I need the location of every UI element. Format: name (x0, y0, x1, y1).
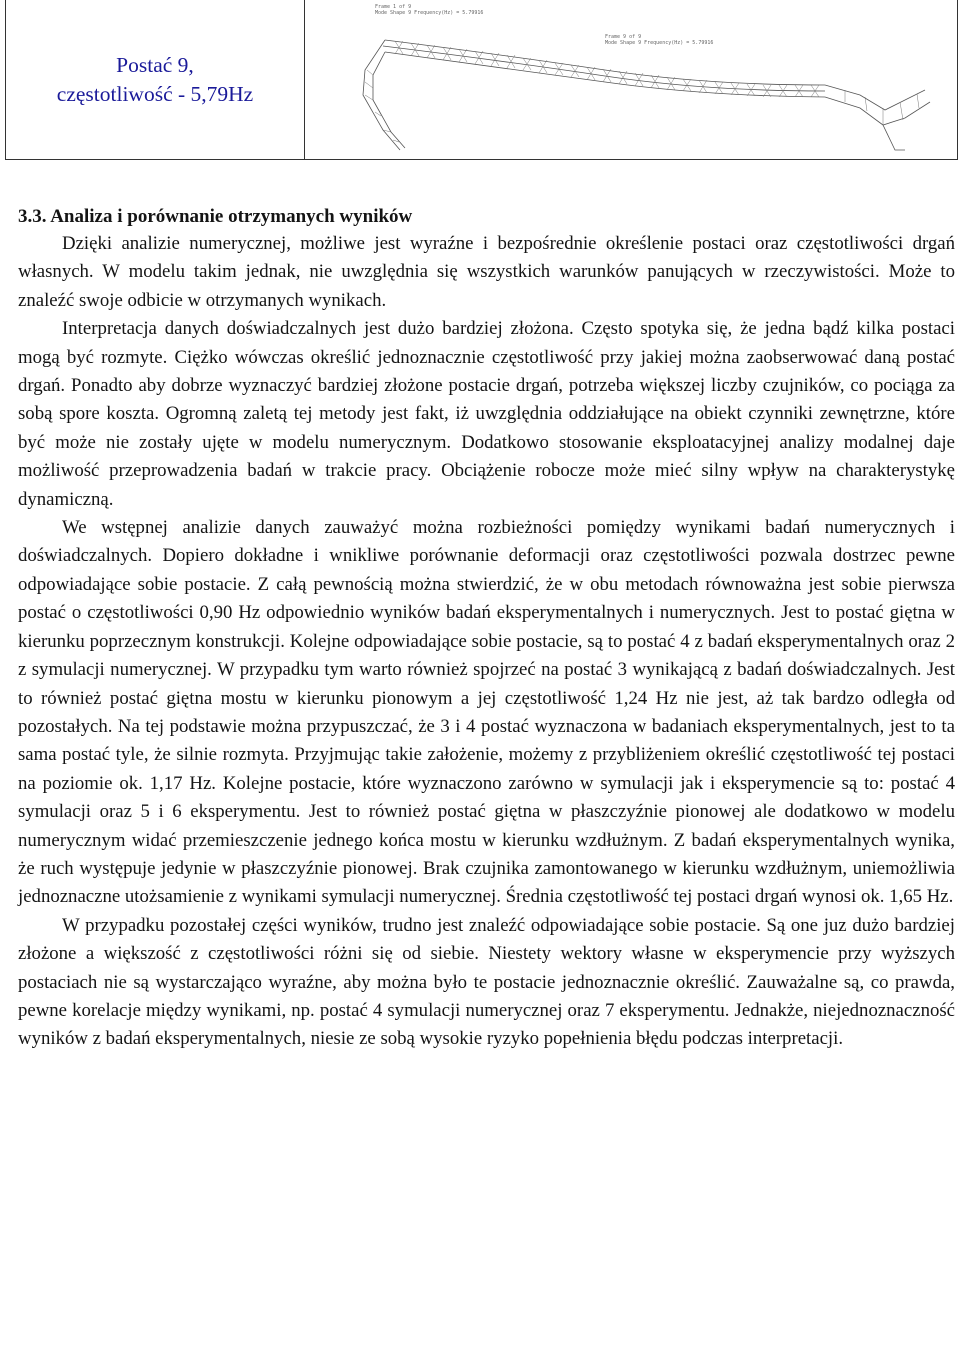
section-heading: 3.3. Analiza i porównanie otrzymanych wyników (18, 206, 413, 227)
mode-label-left-1: Frame 1 of 9 (375, 4, 412, 10)
figure-caption-line2: częstotliwość - 5,79Hz (56, 81, 254, 106)
paragraph-3: We wstępnej analizie danych zauważyć można rozbieżności pomiędzy wynikami badań numerycznych i doświadczalnych. Dopiero dokładne i wnikliwe porównanie deformacji oraz częstotliwości pozwala dostrzec pewne odpowiadające sobie postacie. Z całą pewnością można stwierdzić, że w obu metodach równoważna jest sobie pierwsza postać o częstotliwości 0,90 Hz odpowiednio wyników badań eksperymentalnych i numerycznych. Jest to postać giętna w kierunku poprzecznym konstrukcji. Kolejne odpowiadające sobie postacie, są to postać 4 z badań eksperymentalnych oraz 2 z symulacji numerycznej. W przypadku tym warto również spojrzeć na postać 3 wynikającą z badań doświadczalnych. Jest to również postać giętna mostu w kierunku pionowym a jej częstotliwość 1,24 Hz nie jest, aż tak bardzo odległa od pozostałych. Na tej podstawie można przypuszczać, że 3 i 4 postać wyznaczona w badaniach eksperymentalnych, jest to ta sama postać tyle, że silnie rozmyta. Przyjmując takie założenie, możemy z przybliżeniem określić częstotliwość tej postaci na poziomie ok. 1,17 Hz. Kolejne postacie, które wyznaczono zarówno w symulacji jak i eksperymencie są to: postać 4 symulacji oraz 5 i 6 eksperymentu. Jest to również postać giętna w płaszczyźnie pionowej ale dodatkowo w modelu numerycznym widać przemieszczenie jednego końca mostu w kierunku wzdłużnym. Z badań eksperymentalnych wynika, że ruch występuje jedynie w płaszczyźnie pionowej. Brak czujnika zamontowanego w kierunku wzdłużnym, uniemożliwia jednoznaczne utożsamienie z wynikami symulacji numerycznej. Średnia częstotliwość tej postaci drgań wynosi ok. 1,65 Hz. (18, 517, 955, 908)
bridge-truss-diagonals (365, 41, 919, 142)
mode-label-right-1: Frame 9 of 9 (605, 34, 642, 40)
figure-table (5, 0, 958, 160)
paragraph-2: Interpretacja danych doświadczalnych jest dużo bardziej złożona. Często spotyka się, że jedna bądź kilka postaci mogą być rozmyte. Ciężko wówczas określić jednoznacznie częstotliwość przy jakiej można zaobserwować daną postać drgań. Ponadto aby dobrze wyznaczyć bardziej złożone postacie drgań, potrzeba większej liczby czujników, co pociąga za sobą spore koszta. Ogromną zaletą tej metody jest fakt, iż uwzględnia oddziałujące na obiekt czynniki zewnętrzne, które być może nie zostały ujęte w modelu numerycznym. Dodatkowo stosowanie eksploatacyjnej analizy modalnej daje możliwość przeprowadzenia badań w trakcie pracy. Obciążenie robocze może mieć silny wpływ na charakterystykę dynamiczną. (18, 318, 955, 510)
mode-label-right-2: Mode Shape 9 Frequency(Hz) = 5.79916 (605, 40, 714, 46)
paragraph-1: Dzięki analizie numerycznej, możliwe jest wyraźne i bezpośrednie określenie postaci oraz częstotliwości drgań własnych. W modelu takim jednak, nie uwzględnia się wszystkich warunków panujących w rzeczywistości. Może to znaleźć swoje odbicie w otrzymanych wynikach. (18, 233, 955, 311)
mode-shape-image (305, 0, 957, 159)
figure-caption-line1: Postać 9, (116, 52, 194, 77)
section-content (18, 203, 955, 1054)
bridge-mode-shape-drawing (305, 0, 957, 159)
figure-caption (6, 0, 305, 159)
mode-label-left-2: Mode Shape 9 Frequency(Hz) = 5.79916 (375, 10, 484, 16)
paragraph-4: W przypadku pozostałej części wyników, trudno jest znaleźć odpowiadające sobie postacie. Są one juz dużo bardziej złożone a większość z częstotliwości różni się od siebie. Niestety wektory własne w eksperymencie przy wyższych postaciach nie są wystarczająco wyraźne, aby można było te postacie jednoznacznie określić. Zauważalne są, co prawda, pewne korelacje między wynikami, np. postać 4 symulacji numerycznej oraz 7 eksperymentu. Jednakże, niejednoznaczność wyników z badań eksperymentalnych, niesie ze sobą wysokie ryzyko popełnienia błędu podczas interpretacji. (18, 914, 955, 1050)
